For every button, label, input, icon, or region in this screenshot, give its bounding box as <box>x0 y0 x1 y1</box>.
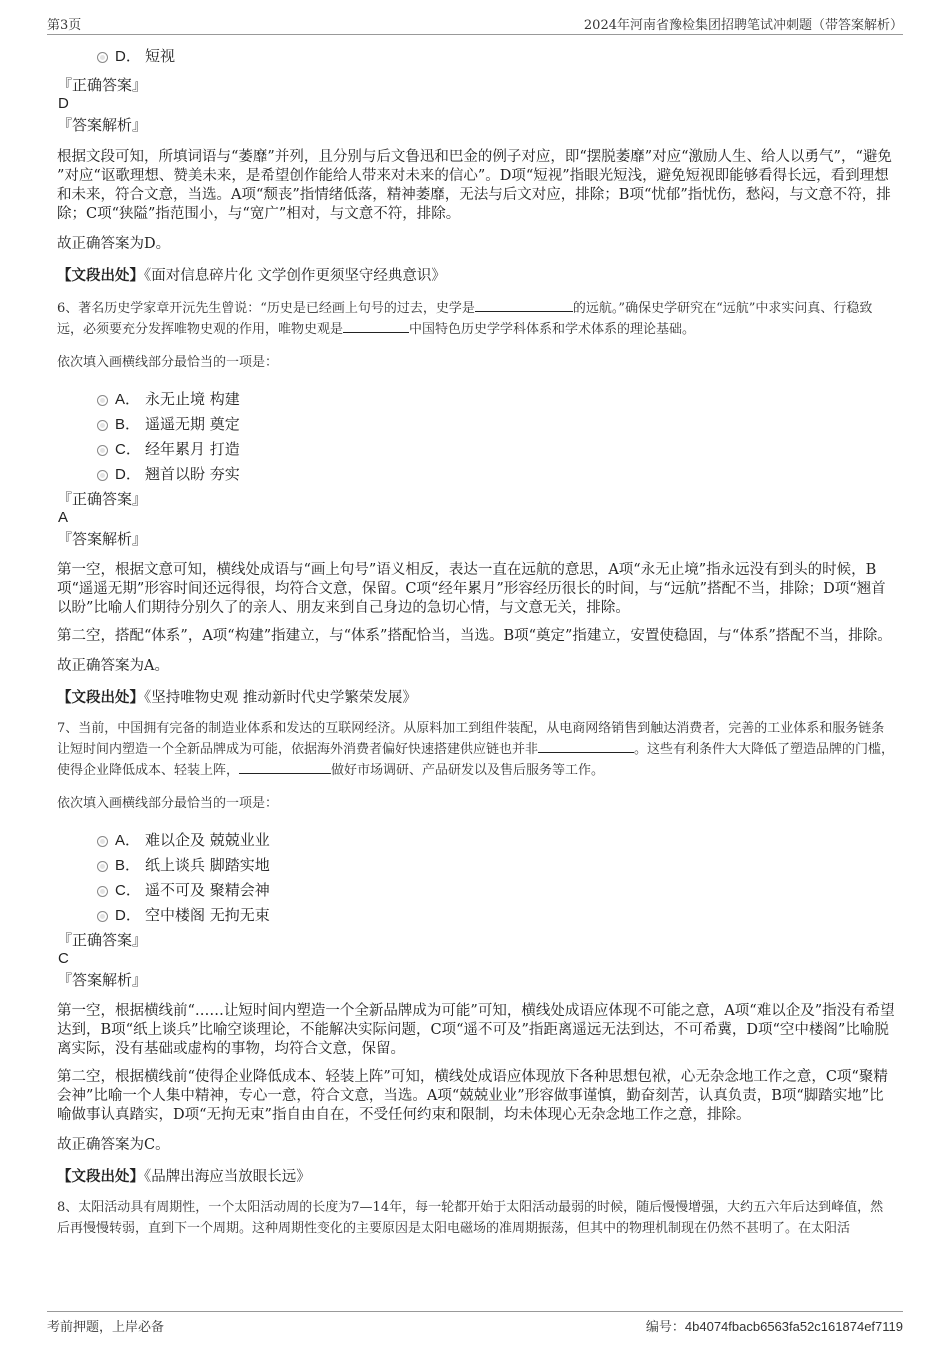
q6-option-c[interactable]: C． 经年累月 打造 <box>97 437 895 462</box>
q6-analysis-1: 第一空，根据文意可知，横线处成语与“画上句号”语义相反，表达一直在远航的意思，A项“永无止境”指永远没有到头的时候，B项“遥遥无期”形容时间还远得很，均符合文意，保留。C项“经年累月”形容经历很长的时间，与“远航”搭配不当，排除；D项“翘首以盼”比喻人们期待分别久了的亲人、朋友来到自己身边的急切心情，与文意无关，排除。 <box>57 562 886 616</box>
q5-conclusion: 故正确答案为D。 <box>57 236 171 252</box>
q7-stem: 7、当前，中国拥有完备的制造业体系和发达的互联网经济。从原料加工到组件装配，从电商网络销售到触达消费者，完善的工业体系和服务链条让短时间内塑造一个全新品牌成为可能，依据海外消费者偏好快速搭建供应链也并非 。这些有利条件大大降低了塑造品牌的门槛，使得企业降低成本、轻装上阵， 做好市场调研、产品研发以及售后服务等工作。 <box>57 721 895 778</box>
q7-blank-1 <box>538 740 634 753</box>
radio-icon[interactable] <box>97 861 108 872</box>
q7-option-b[interactable]: B． 纸上谈兵 脚踏实地 <box>97 853 895 878</box>
radio-icon[interactable] <box>97 445 108 456</box>
radio-icon[interactable] <box>97 52 108 63</box>
q6-answer-label: 『正确答案』 <box>57 490 148 508</box>
document-title: 2024年河南省豫检集团招聘笔试冲刺题（带答案解析） <box>583 18 903 33</box>
q7-analysis-2: 第二空，根据横线前“使得企业降低成本、轻装上阵”可知，横线处成语应体现放下各种思想包袱，心无杂念地工作之意，C项“聚精会神”比喻一个人集中精神，专心一意，符合文意，当选。A项“兢兢业业”形容做事谨慎，勤奋刻苦，认真负责，B项“脚踏实地”比喻做事认真踏实，D项“无拘无束”指自由自在，不受任何约束和限制，均未体现心无杂念地工作之意，排除。 <box>57 1069 888 1123</box>
q7-conclusion: 故正确答案为C。 <box>57 1137 170 1153</box>
q7-source: 【文段出处】《品牌出海应当放眼长远》 <box>57 1168 311 1185</box>
q5-source: 【文段出处】《面对信息碎片化 文学创作更须坚守经典意识》 <box>57 267 446 284</box>
q6-option-b[interactable]: B． 遥遥无期 奠定 <box>97 412 895 437</box>
q6-analysis-2: 第二空，搭配“体系”，A项“构建”指建立，与“体系”搭配恰当，当选。B项“奠定”指建立，安置使稳固，与“体系”搭配不当，排除。 <box>57 628 892 644</box>
q6-answer: A <box>58 509 69 526</box>
q7-option-d[interactable]: D． 空中楼阁 无拘无束 <box>97 903 895 928</box>
q7-answer: C <box>58 950 69 967</box>
q5-option-d[interactable]: D． 短视 <box>97 44 895 69</box>
q7-analysis-1: 第一空，根据横线前“……让短时间内塑造一个全新品牌成为可能”可知，横线处成语应体现不可能之意，A项“难以企及”指没有希望达到，B项“纸上谈兵”比喻空谈理论，不能解决实际问题，C项“遥不可及”指距离遥远无法到达，不可希冀，D项“空中楼阁”比喻脱离实际，没有基础或虚构的事物，均符合文意，保留。 <box>57 1003 895 1057</box>
footer-slogan: 考前押题，上岸必备 <box>47 1320 165 1335</box>
q5-analysis-label: 『答案解析』 <box>57 116 148 134</box>
q7-blank-2 <box>239 761 331 774</box>
q6-source: 【文段出处】《坚持唯物史观 推动新时代史学繁荣发展》 <box>57 689 417 706</box>
q7-answer-label: 『正确答案』 <box>57 931 148 949</box>
q6-prompt: 依次填入画横线部分最恰当的一项是： <box>57 355 279 370</box>
q6-option-a[interactable]: A． 永无止境 构建 <box>97 387 895 412</box>
radio-icon[interactable] <box>97 836 108 847</box>
radio-icon[interactable] <box>97 886 108 897</box>
q5-analysis: 根据文段可知，所填词语与“萎靡”并列，且分别与后文鲁迅和巴金的例子对应，即“摆脱萎靡”对应“激励人生、给人以勇气”，“避免 ”对应“讴歌理想、赞美未来，是希望创作能给人带来对未来的信心”。D项“短视”指眼光短浅，避免短视即能够看得长远，看到理想和未来，符合文意，当选。A项“颓丧”指情绪低落，精神萎靡，无法与后文对应，排除；B项“忧郁”指忧伤，愁闷，与文意不符，排除；C项“狭隘”指范围小，与“宽广”相对，与文意不符，排除。 <box>57 149 892 222</box>
q6-analysis-label: 『答案解析』 <box>57 530 148 548</box>
page-number: 第3页 <box>47 18 82 33</box>
q7-option-c[interactable]: C． 遥不可及 聚精会神 <box>97 878 895 903</box>
q6-blank-1 <box>475 299 573 312</box>
document-body <box>57 44 895 1239</box>
document-code: 编号：4b4074fbacb6563fa52c161874ef7119 <box>645 1319 903 1334</box>
radio-icon[interactable] <box>97 911 108 922</box>
radio-icon[interactable] <box>97 420 108 431</box>
q6-stem: 6、著名历史学家章开沅先生曾说：“历史是已经画上句号的过去，史学是 的远航。”确保史学研究在“远航”中求实问真、行稳致远，必须要充分发挥唯物史观的作用，唯物史观是 中国特色历史学学科体系和学术体系的理论基础。 <box>57 301 873 337</box>
q7-analysis-label: 『答案解析』 <box>57 971 148 989</box>
q5-answer-label: 『正确答案』 <box>57 76 148 94</box>
radio-icon[interactable] <box>97 470 108 481</box>
q6-conclusion: 故正确答案为A。 <box>57 658 169 674</box>
q6-option-d[interactable]: D． 翘首以盼 夯实 <box>97 462 895 487</box>
q5-answer: D <box>58 95 69 112</box>
q7-prompt: 依次填入画横线部分最恰当的一项是： <box>57 796 279 811</box>
radio-icon[interactable] <box>97 395 108 406</box>
page-footer <box>47 1311 903 1334</box>
q8-stem: 8、太阳活动具有周期性，一个太阳活动周的长度为7—14年，每一轮都开始于太阳活动最弱的时候，随后慢慢增强，大约五六年后达到峰值，然后再慢慢转弱，直到下一个周期。这种周期性变化的主要原因是太阳电磁场的准周期振荡，但其中的物理机制现在仍然不甚明了。在太阳活 <box>57 1200 884 1236</box>
q6-blank-2 <box>343 320 409 333</box>
q7-option-a[interactable]: A． 难以企及 兢兢业业 <box>97 828 895 853</box>
page-header <box>47 12 903 35</box>
